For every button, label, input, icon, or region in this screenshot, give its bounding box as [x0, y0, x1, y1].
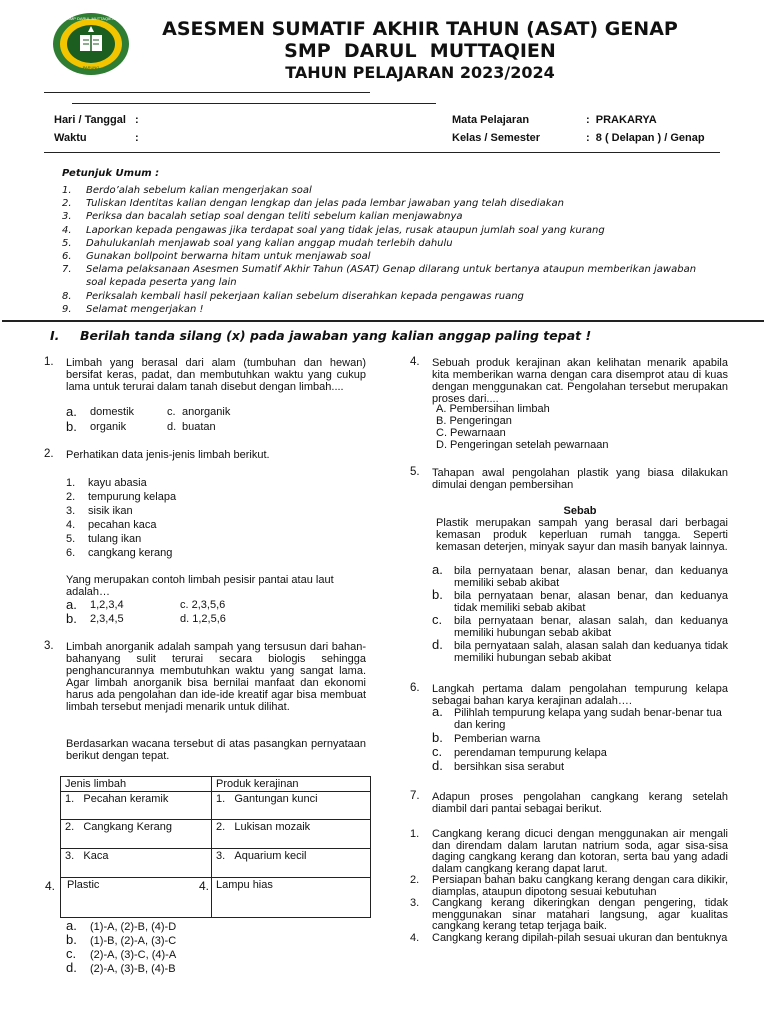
q7-step — [410, 875, 728, 898]
q2-list-item — [66, 490, 266, 504]
q3-option-letter[interactable]: a. — [66, 918, 77, 933]
kelas-value: : 8 ( Delapan ) / Genap — [586, 132, 705, 144]
school-logo — [52, 12, 130, 76]
q3-text2: Berdasarkan wacana tersebut di atas pasangkan pernyataan berikut dengan tepat. — [66, 738, 366, 762]
q7-step — [410, 829, 728, 875]
logo-top-text: SMP DARUL MUTTAQIEN — [67, 16, 115, 21]
instruction-number: 8. — [62, 290, 72, 302]
q5-option[interactable] — [432, 612, 728, 639]
instruction-text: Selama pelaksanaan Asesmen Sumatif Akhir Tahun (ASAT) Genap dilarang untuk bertanya ataupun memberikan jawaban soal kepada peserta yang lain — [86, 264, 697, 289]
instruction-number: 2. — [62, 198, 72, 210]
q1-option-a-letter[interactable]: a. — [66, 404, 77, 419]
instruction-text: Periksalah kembali hasil pekerjaan kalian sebelum diserahkan kepada pengawas ruang — [86, 290, 524, 302]
q1-option-a[interactable]: domestik — [90, 406, 135, 418]
q5-text: Tahapan awal pengolahan plastik yang biasa dilakukan dimulai dengan pembersihan — [432, 467, 728, 491]
q6-text: Langkah pertama dalam pengolahan tempurung kelapa sebagai bahan karya kerajinan adalah…. — [432, 683, 728, 707]
instructions-title: Petunjuk Umum : — [62, 168, 160, 179]
q6-option[interactable] — [432, 704, 728, 731]
q6-option-letter[interactable]: b. — [432, 730, 443, 745]
q3-row4-left — [45, 878, 212, 918]
q2-option-a-letter[interactable]: a. — [66, 597, 77, 612]
q3-options — [66, 919, 266, 975]
q3-row2-right — [212, 820, 371, 849]
q6-option-letter[interactable]: a. — [432, 704, 443, 719]
instruction-item — [62, 237, 702, 250]
q6-option-text[interactable]: Pemberian warna — [454, 733, 541, 745]
q6-option-text[interactable]: Pilihlah tempurung kelapa yang sudah benar-benar tua dan kering — [454, 707, 722, 731]
q2-waste-list — [66, 476, 266, 560]
mapel-value: : PRAKARYA — [586, 114, 657, 126]
q7-step-text: Cangkang kerang dicuci dengan menggunakan air mengali dan direndam dalam larutan natrium soda, agar sisa-sisa daging cangkang kerang dan kotoran, serta bau yang adadi dalam cangkang kerang dapat larut. — [432, 828, 728, 875]
q3-option-text[interactable]: (1)-A, (2)-B, (4)-D — [90, 921, 177, 933]
instruction-number: 7. — [62, 264, 72, 276]
q5-option-letter[interactable]: b. — [432, 587, 443, 602]
instruction-item — [62, 210, 702, 223]
section-number: I. — [50, 328, 60, 343]
q5-option[interactable] — [432, 637, 728, 664]
q5-number: 5. — [410, 466, 420, 478]
q6-option[interactable] — [432, 758, 728, 773]
academic-year: TAHUN PELAJARAN 2023/2024 — [285, 63, 555, 82]
q3-row3-right — [212, 849, 371, 878]
q3-text: Limbah anorganik adalah sampah yang tersusun dari bahan-bahanyang sulit terurai secara biologis sehingga penghancurannya membutuhkan waktu yang sangat lama. Agar limbah anorganik bisa bernilai manfaat dan ekonomi harus ada pengolahan dan ide-ide kreatif agar bisa membuat limbah tersebut menjadi menarik untuk dilihat. — [66, 641, 366, 713]
q7-step-number: 1. — [410, 828, 420, 840]
q3-row1-right-text: Gantungan kunci — [234, 793, 318, 805]
q5-option-text[interactable]: bila pernyataan benar, alasan benar, dan keduanya memiliki sebab akibat — [454, 565, 728, 589]
q3-option[interactable] — [66, 961, 266, 975]
q3-option-text[interactable]: (1)-B, (2)-A, (3)-C — [90, 935, 177, 947]
q3-row3-right-num: 3. — [216, 850, 226, 862]
header-divider-2 — [72, 103, 436, 104]
q1-option-b[interactable]: organik — [90, 421, 127, 433]
q3-row3-right-text: Aquarium kecil — [234, 850, 307, 862]
logo-bottom-text: PARUNG — [82, 65, 100, 70]
q3-row2-right-text: Lukisan mozaik — [234, 821, 311, 833]
q7-number: 7. — [410, 790, 420, 802]
q2-option-a[interactable]: 1,2,3,4 — [90, 599, 124, 611]
q5-sebab: Sebab — [563, 505, 597, 517]
q2-list-number: 5. — [66, 533, 76, 545]
q2-text: Perhatikan data jenis-jenis limbah berikut. — [66, 449, 270, 461]
q7-step — [410, 933, 728, 945]
q6-option[interactable] — [432, 730, 728, 745]
q3-option-text[interactable]: (2)-A, (3)-C, (4)-A — [90, 949, 177, 961]
q6-option[interactable] — [432, 744, 728, 759]
q4-option[interactable]: A. Pembersihan limbah — [436, 403, 550, 415]
q3-number: 3. — [44, 640, 54, 652]
q6-option-letter[interactable]: d. — [432, 758, 443, 773]
q3-row1-left-num: 1. — [65, 793, 75, 805]
instruction-text: Tuliskan Identitas kalian dengan lengkap dan jelas pada lembar jawaban yang telah disediakan — [86, 198, 564, 210]
q5-option[interactable] — [432, 587, 728, 614]
q3-matching-table — [45, 776, 371, 918]
q7-step-number: 3. — [410, 897, 420, 909]
q6-number: 6. — [410, 682, 420, 694]
q5-option-letter[interactable]: c. — [432, 612, 443, 627]
q1-option-b-letter[interactable]: b. — [66, 419, 77, 434]
instruction-item — [62, 303, 702, 316]
q3-option[interactable] — [66, 947, 266, 961]
q2-list-item — [66, 504, 266, 518]
info-divider — [44, 152, 720, 153]
q1-option-c-letter[interactable]: c. — [167, 406, 176, 418]
q2-list-text: cangkang kerang — [88, 547, 173, 559]
q3-row2-left-num: 2. — [65, 821, 75, 833]
q2-list-text: tempurung kelapa — [88, 491, 177, 503]
q2-list-text: pecahan kaca — [88, 519, 157, 531]
instruction-number: 6. — [62, 251, 72, 263]
q3-row4-right-text: Lampu hias — [216, 879, 273, 891]
q3-row4-left-text: Plastic — [67, 879, 100, 891]
q2-option-b-letter[interactable]: b. — [66, 611, 77, 626]
q7-step-text: Persiapan bahan baku cangkang kerang dengan cara dikikir, diamplas, ataupun dipotong sesuai kebutuhan — [432, 874, 728, 898]
school-name: SMP DARUL MUTTAQIEN — [284, 40, 556, 62]
q3-row3-left — [61, 849, 212, 878]
q7-steps — [410, 829, 728, 944]
q3-row1-right — [212, 792, 371, 820]
q4-option[interactable]: C. Pewarnaan — [436, 427, 506, 439]
q3-row2-left — [61, 820, 212, 849]
instruction-text: Gunakan bollpoint berwarna hitam untuk menjawab soal — [86, 251, 371, 263]
q1-option-d[interactable]: buatan — [182, 421, 216, 433]
q4-number: 4. — [410, 356, 420, 368]
q2-list-text: tulang ikan — [88, 533, 142, 545]
instruction-item — [62, 250, 702, 263]
q7-step-number: 4. — [410, 931, 420, 944]
q4-option[interactable]: D. Pengeringan setelah pewarnaan — [436, 439, 609, 451]
section-title: Berilah tanda silang (x) pada jawaban yang kalian anggap paling tepat ! — [80, 328, 592, 343]
q3-option-text[interactable]: (2)-A, (3)-B, (4)-B — [90, 963, 176, 975]
instruction-number: 5. — [62, 237, 72, 249]
q5-option-letter[interactable]: a. — [432, 562, 443, 577]
mapel-label: Mata Pelajaran — [452, 114, 530, 126]
q1-option-d-letter[interactable]: d. — [167, 421, 177, 433]
instruction-number: 9. — [62, 303, 72, 315]
q2-list-number: 1. — [66, 477, 76, 489]
hari-label: Hari / Tanggal — [54, 114, 126, 126]
q7-text: Adapun proses pengolahan cangkang kerang setelah diambil dari pantai sebagai berikut. — [432, 791, 728, 815]
q3-row4-left-num: 4. — [45, 879, 56, 893]
q2-list-item — [66, 476, 266, 490]
instruction-text: Berdo’alah sebelum kalian mengerjakan soal — [86, 185, 312, 196]
q3-row1-left — [61, 792, 212, 820]
q2-list-number: 2. — [66, 491, 76, 503]
q5-options — [432, 562, 728, 665]
q6-option-text[interactable]: perendaman tempurung kelapa — [454, 747, 607, 759]
q1-option-c[interactable]: anorganik — [182, 406, 231, 418]
q3-table-head-left: Jenis limbah — [61, 777, 212, 792]
instructions-divider — [2, 320, 764, 322]
q3-row3-left-text: Kaca — [83, 850, 109, 862]
q3-row3-left-num: 3. — [65, 850, 75, 862]
q5-option-text[interactable]: bila pernyataan benar, alasan salah, dan keduanya memiliki hubungan sebab akibat — [454, 615, 728, 639]
q6-option-text[interactable]: bersihkan sisa serabut — [454, 761, 565, 773]
instruction-item — [62, 263, 702, 289]
q4-options — [436, 403, 696, 451]
q5-option-letter[interactable]: d. — [432, 637, 443, 652]
q2-option-d[interactable]: d. 1,2,5,6 — [180, 613, 226, 625]
q3-row1-right-num: 1. — [216, 793, 226, 805]
q3-row4-right — [212, 878, 371, 918]
instruction-text: Selamat mengerjakan ! — [86, 303, 204, 315]
q3-row1-left-text: Pecahan keramik — [83, 793, 169, 805]
q3-option-letter[interactable]: c. — [66, 946, 77, 961]
instruction-number: 1. — [62, 185, 72, 196]
instruction-number: 3. — [62, 211, 72, 223]
q5-option[interactable] — [432, 562, 728, 589]
instruction-item — [62, 197, 702, 210]
q2-list-item — [66, 518, 266, 532]
q7-step — [410, 898, 728, 933]
q3-row2-right-num: 2. — [216, 821, 226, 833]
q3-option-letter[interactable]: b. — [66, 932, 77, 947]
q2-list-item — [66, 532, 266, 546]
q2-question: Yang merupakan contoh limbah pesisir pantai atau laut adalah… — [66, 574, 334, 598]
kelas-label: Kelas / Semester — [452, 132, 541, 144]
waktu-label: Waktu — [54, 132, 87, 144]
q5-option-text[interactable]: bila pernyataan benar, alasan benar, dan keduanya tidak memiliki sebab akibat — [454, 590, 728, 614]
q2-option-b[interactable]: 2,3,4,5 — [90, 613, 124, 625]
q3-option[interactable] — [66, 919, 266, 933]
q1-number: 1. — [44, 356, 54, 368]
instruction-text: Periksa dan bacalah setiap soal dengan teliti sebelum kalian menjawabnya — [86, 211, 463, 223]
q3-row4-right-num: 4. — [198, 879, 209, 893]
q6-option-letter[interactable]: c. — [432, 744, 443, 759]
q2-option-c[interactable]: c. 2,3,5,6 — [180, 599, 226, 611]
instruction-item — [62, 224, 702, 237]
q3-option-letter[interactable]: d. — [66, 960, 77, 975]
q7-step-text: Cangkang kerang dikeringkan dengan pengering, tidak menggunakan sinar matahari langsung, agar kualitas cangkang kerang tetap terjaga baik. — [432, 897, 728, 932]
header-divider-1 — [44, 92, 370, 93]
q2-list-number: 3. — [66, 505, 76, 517]
q2-list-item — [66, 546, 266, 560]
instruction-number: 4. — [62, 224, 72, 236]
q2-list-number: 4. — [66, 519, 76, 531]
q3-row2-left-text: Cangkang Kerang — [83, 821, 173, 833]
instruction-item — [62, 290, 702, 303]
instruction-text: Dahulukanlah menjawab soal yang kalian anggap mudah terlebih dahulu — [86, 237, 453, 249]
q3-option[interactable] — [66, 933, 266, 947]
instructions-list — [62, 184, 702, 316]
q2-number: 2. — [44, 448, 54, 460]
exam-title: ASESMEN SUMATIF AKHIR TAHUN (ASAT) GENAP — [162, 18, 678, 40]
instruction-item — [62, 184, 702, 197]
q5-text2: Plastik merupakan sampah yang berasal dari berbagai kemasan produk keperluan rumah tangga. Seperti kemasan deterjen, minyak sayur dan masih banyak lainnya. — [436, 517, 728, 553]
q7-step-text: Cangkang kerang dipilah-pilah sesuai ukuran dan bentuknya — [432, 931, 728, 944]
q4-option[interactable]: B. Pengeringan — [436, 415, 512, 427]
q5-option-text[interactable]: bila pernyataan salah, alasan salah dan keduanya tidak memiliki hubungan sebab akibat — [454, 640, 728, 664]
hari-colon: : — [135, 114, 139, 126]
q7-step-number: 2. — [410, 874, 420, 886]
instruction-text: Laporkan kepada pengawas jika terdapat soal yang tidak jelas, rusak ataupun jumlah soal yang kurang — [86, 224, 605, 236]
q2-list-text: sisik ikan — [88, 505, 133, 517]
q6-options — [432, 704, 728, 775]
q2-list-text: kayu abasia — [88, 477, 147, 489]
q1-text: Limbah yang berasal dari alam (tumbuhan dan hewan) bersifat keras, padat, dan membutuhkan waktu yang cukup lama untuk terurai dalam tanah disebut dengan limbah.... — [66, 357, 366, 393]
q2-list-number: 6. — [66, 547, 76, 559]
q3-table-head-right: Produk kerajinan — [212, 777, 371, 792]
q4-text: Sebuah produk kerajinan akan kelihatan menarik apabila kita memberikan warna dengan cara disemprot atau di kuas dengan menggunakan cat. Pengolahan tersebut merupakan proses dari.... — [432, 357, 728, 405]
waktu-colon: : — [135, 132, 139, 144]
